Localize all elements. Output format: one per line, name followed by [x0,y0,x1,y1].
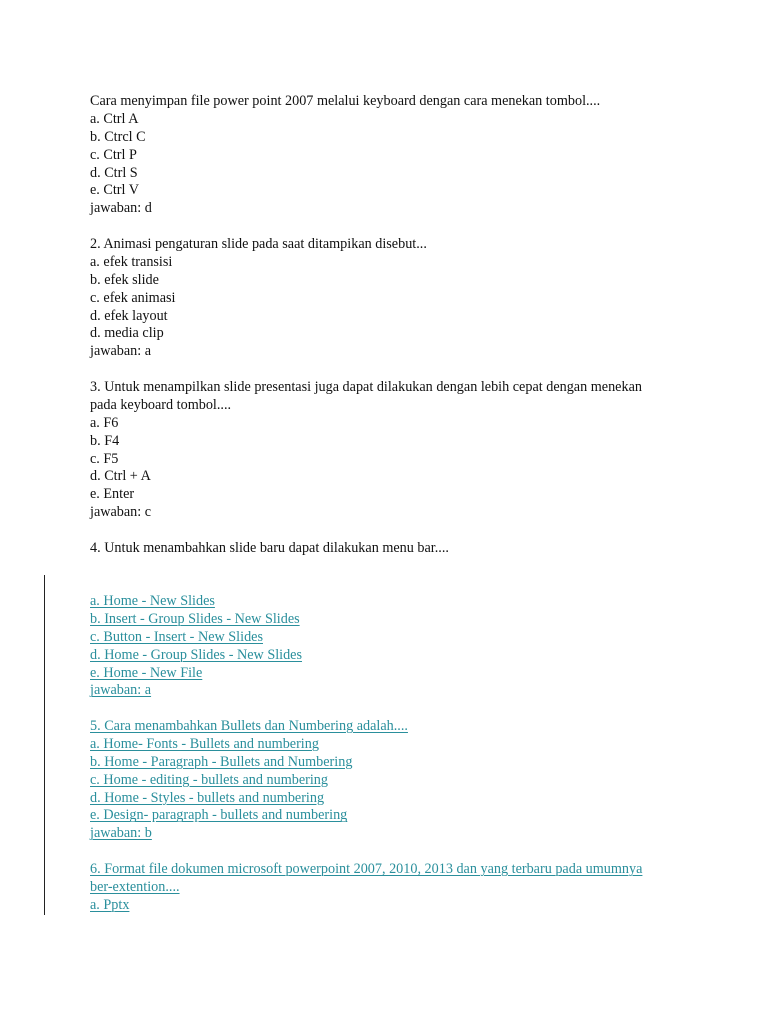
option-link[interactable]: a. Home - New Slides [90,593,215,609]
option-link[interactable]: a. Home- Fonts - Bullets and numbering [90,735,319,752]
question-2-text: 2. Animasi pengaturan slide pada saat ditampikan disebut... [90,236,427,252]
question-2-block [90,236,690,361]
answer-text: jawaban: a [90,343,152,360]
option-text: e. Enter [90,486,135,503]
option-link[interactable]: d. Home - Group Slides - New Slides [90,646,303,663]
question-3-text: 3. Untuk menampilkan slide presentasi juga dapat dilakukan dengan lebih cepat dengan menekan [90,379,642,395]
option-text: a. F6 [90,414,119,431]
question-3-block [90,379,690,522]
option-text: d. Ctrl + A [90,468,151,485]
option-text: b. Ctrcl C [90,128,146,145]
option-link[interactable]: a. Pptx [90,896,130,913]
option-link[interactable]: c. Button - Insert - New Slides [90,628,263,645]
question-6-link-continued[interactable]: ber-extention.... [90,878,180,895]
question-5-link[interactable]: 5. Cara menambahkan Bullets dan Numbering adalah.... [90,718,408,734]
question-4-options-block [90,593,690,700]
question-1-text: Cara menyimpan file power point 2007 melalui keyboard dengan cara menekan tombol.... [90,93,601,109]
option-text: c. F5 [90,450,119,467]
question-6-block [90,861,690,915]
option-text: c. Ctrl P [90,146,137,163]
option-link[interactable]: d. Home - Styles - bullets and numbering [90,789,325,806]
option-text: b. efek slide [90,271,159,288]
option-text: a. efek transisi [90,253,173,270]
option-text: c. efek animasi [90,289,176,306]
option-text: a. Ctrl A [90,110,139,127]
option-link[interactable]: e. Design- paragraph - bullets and numbering [90,807,348,824]
answer-text: jawaban: d [90,200,152,217]
answer-text: jawaban: c [90,504,152,521]
option-text: e. Ctrl V [90,182,139,199]
answer-link[interactable]: jawaban: a [90,682,152,699]
question-4-text: 4. Untuk menambahkan slide baru dapat dilakukan menu bar.... [90,540,449,556]
margin-change-bar [44,575,45,915]
option-text: d. media clip [90,325,164,342]
option-link[interactable]: b. Insert - Group Slides - New Slides [90,610,300,627]
question-4-block [90,540,690,558]
option-text: d. efek layout [90,307,168,324]
answer-link[interactable]: jawaban: b [90,825,152,842]
option-link[interactable]: b. Home - Paragraph - Bullets and Numbering [90,753,353,770]
option-link[interactable]: e. Home - New File [90,664,203,681]
question-1-block [90,93,690,218]
question-5-block [90,718,690,843]
question-6-link[interactable]: 6. Format file dokumen microsoft powerpoint 2007, 2010, 2013 dan yang terbaru pada umumnya [90,861,643,877]
question-3-text-continued: pada keyboard tombol.... [90,396,232,413]
option-text: b. F4 [90,432,120,449]
option-link[interactable]: c. Home - editing - bullets and numbering [90,771,328,788]
option-text: d. Ctrl S [90,164,138,181]
